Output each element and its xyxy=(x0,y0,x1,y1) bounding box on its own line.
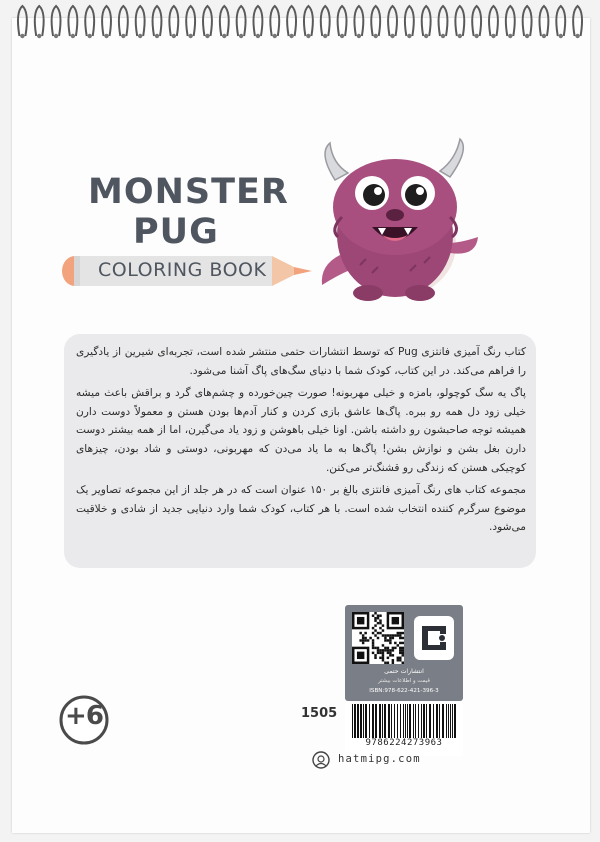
spiral-binding xyxy=(14,0,586,42)
age-label: +6 xyxy=(65,701,103,731)
isbn-line: ISBN:978-622-421-396-3 xyxy=(369,688,439,694)
publisher-logo-icon xyxy=(412,614,456,662)
description-paragraph-3: مجموعه کتاب های رنگ آمیزی فانتزی بالغ بر ۱۵۰ عنوان است که در هر جلد از این مجموعه تصاویر یک موضوع سرگرم کننده انتخاب شده است. با هر کتاب، کودک شما وارد دنیایی جدید از شادی و خلاقیت می‌شود. xyxy=(76,484,526,534)
title-line-2: PUG xyxy=(133,212,219,252)
monster-pug-illustration xyxy=(300,125,490,315)
publisher-subcaption: قیمت و اطلاعات بیشتر xyxy=(378,678,430,684)
qr-code-icon[interactable] xyxy=(352,612,404,664)
coloring-book-label: COLORING BOOK xyxy=(98,259,267,281)
description-text xyxy=(76,343,526,541)
description-paragraph-2: پاگ یه سگ کوچولو، بامزه و خیلی مهربونه! صورت چین‌خورده و چشم‌های گرد و براقش باعث میشه خیلی زود دل همه رو ببره. پاگ‌ها عاشق بازی کردن و کنار آدم‌ها بودن هستن و معمولاً دوست دارن همیشه توجه صاحبشون رو داشته باشن. اونا خیلی باهوشن و زود یاد می‌گیرن، اما از همه بیشتر دوست دارن بغل بشن و نوازش بشن! پاگ‌ها به ما یاد می‌دن که مهربونی، دوستی و شاد بودن، چیزهای کوچیکی هستن که زندگی رو قشنگ‌تر می‌کنن. xyxy=(76,387,526,474)
publisher-caption: انتشارات حتمی xyxy=(384,668,424,675)
barcode-icon xyxy=(348,704,460,738)
catalog-code: 1505 xyxy=(301,706,338,721)
title-line-1: MONSTER xyxy=(88,172,289,212)
barcode-number: 9786224273963 xyxy=(365,738,443,748)
web-icon xyxy=(312,751,330,769)
description-paragraph-1: کتاب رنگ آمیزی فانتزی Pug که توسط انتشارات حتمی منتشر شده است، تجربه‌ای شیرین از یادگیری را فراهم می‌کند. در این کتاب، کودک شما با دنیای سگ‌های پاگ آشنا می‌شود. xyxy=(76,346,526,377)
website-link[interactable]: hatmipg.com xyxy=(338,753,421,765)
